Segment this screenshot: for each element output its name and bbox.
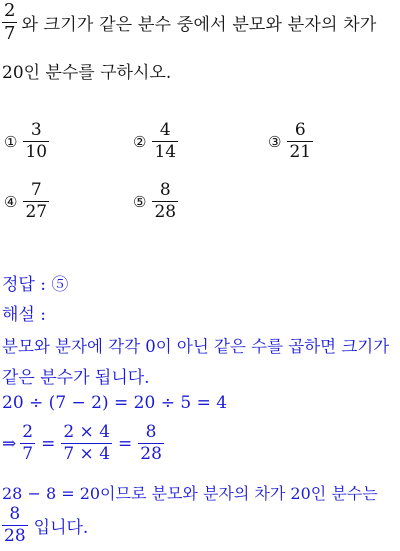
choice-2[interactable] — [133, 122, 178, 161]
fraction-numerator: 7 — [30, 180, 42, 200]
solution-final — [2, 506, 88, 545]
fraction-2-7 — [20, 424, 35, 463]
fraction-denominator: 7 — [4, 23, 16, 44]
solution-text-line4: 입니다. — [33, 518, 89, 538]
implies-arrow: ⇒ — [2, 433, 17, 454]
question-text-line1: 와 크기가 같은 분수 중에서 분모와 분자의 차가 — [21, 15, 377, 35]
equals-sign: = — [118, 433, 133, 454]
fraction-numerator: 2 × 4 — [63, 422, 111, 442]
fraction-denominator: 10 — [25, 142, 48, 162]
choice-fraction — [23, 122, 49, 161]
fraction-numerator: 8 — [9, 504, 21, 524]
fraction-denominator: 7 — [22, 444, 34, 464]
fraction-numerator: 8 — [159, 180, 171, 200]
fraction-numerator: 8 — [145, 422, 157, 442]
solution-fraction-equation — [2, 424, 164, 463]
choice-fraction — [152, 122, 178, 161]
fraction-denominator: 28 — [154, 202, 177, 222]
fraction-denominator: 27 — [25, 202, 48, 222]
solution-text-line2: 같은 분수가 됩니다. — [2, 368, 150, 388]
fraction-numerator: 6 — [294, 120, 306, 140]
fraction-numerator: 2 — [4, 0, 16, 21]
question-text-line2: 20인 분수를 구하시오. — [2, 63, 172, 83]
choice-5[interactable] — [133, 182, 178, 221]
fraction-numerator: 3 — [30, 120, 42, 140]
fraction-expanded — [61, 424, 112, 463]
solution-calculation: 20 ÷ (7 − 2) = 20 ÷ 5 = 4 — [2, 393, 228, 413]
fraction-denominator: 28 — [4, 526, 26, 546]
choice-marker: ③ — [268, 132, 282, 151]
choice-fraction — [287, 122, 313, 161]
solution-label: 해설 : — [2, 305, 46, 325]
fraction-numerator: 4 — [159, 120, 171, 140]
choice-marker: ① — [4, 132, 18, 151]
choice-fraction — [152, 182, 178, 221]
choice-marker: ④ — [4, 192, 18, 211]
solution-text-line3: 28 − 8 = 20이므로 분모와 분자의 차가 20인 분수는 — [2, 484, 378, 503]
equals-sign: = — [41, 433, 56, 454]
fraction-8-28 — [138, 424, 164, 463]
fraction-denominator: 28 — [140, 444, 162, 464]
fraction-denominator: 14 — [154, 142, 177, 162]
fraction-denominator: 21 — [289, 142, 312, 162]
fraction-numerator: 2 — [22, 422, 34, 442]
question — [2, 2, 377, 43]
fraction-denominator: 7 × 4 — [63, 444, 111, 464]
question-fraction — [2, 2, 17, 43]
choice-3[interactable] — [268, 122, 313, 161]
choice-1[interactable] — [4, 122, 49, 161]
choice-fraction — [23, 182, 49, 221]
choice-4[interactable] — [4, 182, 49, 221]
answer-label: 정답 : ⑤ — [2, 275, 69, 295]
fraction-answer — [2, 506, 28, 545]
choice-marker: ⑤ — [133, 192, 147, 211]
choice-marker: ② — [133, 132, 147, 151]
solution-text-line1: 분모와 분자에 각각 0이 아닌 같은 수를 곱하면 크기가 — [2, 337, 390, 356]
